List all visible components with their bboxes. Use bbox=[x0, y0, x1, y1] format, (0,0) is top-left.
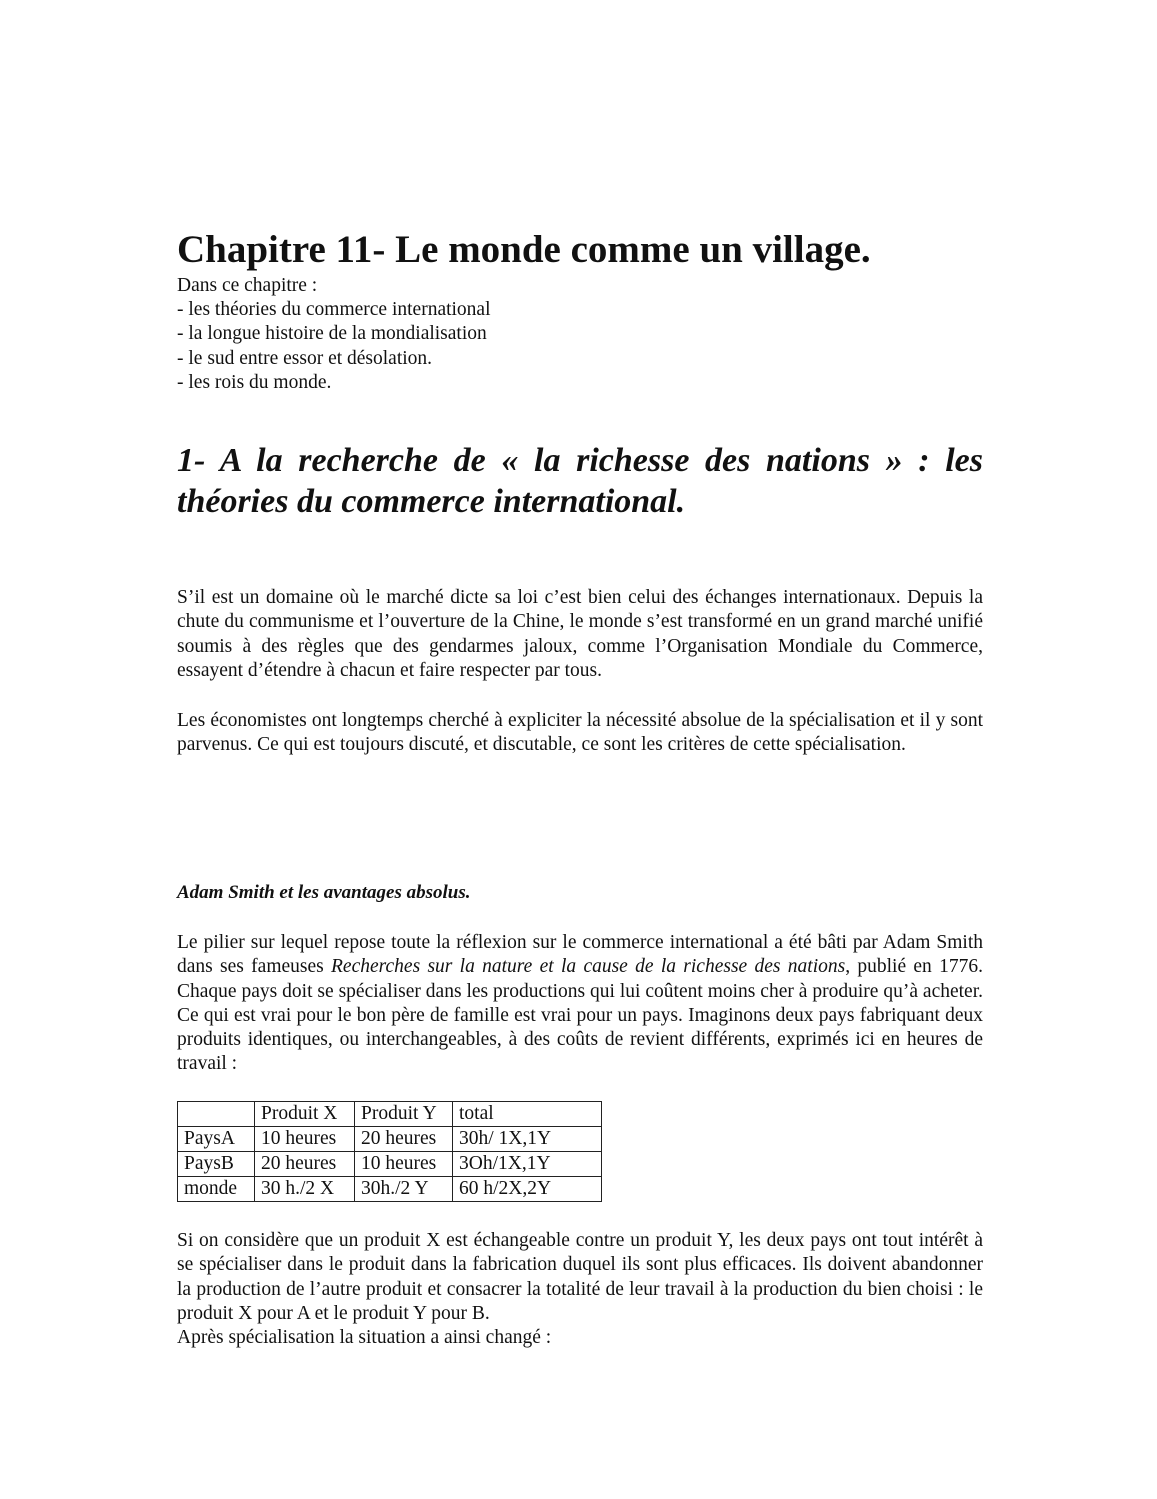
table-cell: 30 h./2 X bbox=[255, 1177, 355, 1202]
table-cell: PaysB bbox=[178, 1152, 255, 1177]
table-cell: PaysA bbox=[178, 1127, 255, 1152]
section-title: 1- A la recherche de « la richesse des nations » : les théories du commerce international. bbox=[177, 442, 983, 520]
labour-cost-table bbox=[177, 1101, 602, 1202]
paragraph-text: , publié en 1776. Chaque pays doit se spécialiser dans les productions qui lui coûtent moins cher à produire qu’à acheter. Ce qui est vrai pour le bon père de famille est vrai pour un pays. Imaginons deux pays fabriquant deux produits identiques, ou interchangeables, à des coûts de revient différents, exprimés ici en heures de travail : bbox=[177, 956, 983, 1075]
book-title: Recherches sur la nature et la cause de la richesse des nations bbox=[331, 956, 846, 978]
table-header-cell: total bbox=[453, 1102, 602, 1127]
summary-item: - le sud entre essor et désolation. bbox=[177, 347, 433, 369]
paragraph-specialisation-gain bbox=[177, 1229, 983, 1350]
subheading-adam-smith: Adam Smith et les avantages absolus. bbox=[177, 882, 471, 903]
paragraph-adam-smith bbox=[177, 931, 983, 1077]
summary-item: - les théories du commerce international bbox=[177, 299, 491, 321]
table-cell: 3Oh/1X,1Y bbox=[453, 1152, 602, 1177]
table-header-cell: Produit X bbox=[255, 1102, 355, 1127]
table-cell: 30h./2 Y bbox=[355, 1177, 453, 1202]
table-row bbox=[178, 1177, 602, 1202]
paragraph-specialisation: Les économistes ont longtemps cherché à expliciter la nécessité absolue de la spécialisation et il y sont parvenus. Ce qui est toujours discuté, et discutable, ce sont les critères de cette spécialisation. bbox=[177, 710, 983, 756]
table-row bbox=[178, 1152, 602, 1177]
table-header-row bbox=[178, 1102, 602, 1127]
table-header-cell: Produit Y bbox=[355, 1102, 453, 1127]
table-cell: 30h/ 1X,1Y bbox=[453, 1127, 602, 1152]
table-cell: 10 heures bbox=[255, 1127, 355, 1152]
chapter-title: Chapitre 11- Le monde comme un village. bbox=[177, 228, 871, 271]
table-cell: monde bbox=[178, 1177, 255, 1202]
table-header-cell bbox=[178, 1102, 255, 1127]
table-cell: 20 heures bbox=[355, 1127, 453, 1152]
chapter-summary bbox=[177, 274, 491, 395]
paragraph-text: Le pilier sur lequel repose toute la réflexion sur le commerce international a été bâti par Adam Smith dans ses fameuses bbox=[177, 932, 983, 978]
paragraph-market: S’il est un domaine où le marché dicte sa loi c’est bien celui des échanges internationaux. Depuis la chute du communisme et l’ouverture de la Chine, le monde s’est transformé en un grand marché unifié soumis à des règles que des gendarmes jaloux, comme l’Organisation Mondiale du Commerce, essayent d’étendre à chacun et faire respecter par tous. bbox=[177, 587, 983, 681]
paragraph-text: Après spécialisation la situation a ainsi changé : bbox=[177, 1327, 552, 1349]
summary-item: - la longue histoire de la mondialisation bbox=[177, 323, 487, 345]
summary-item: - les rois du monde. bbox=[177, 371, 332, 393]
paragraph-text: Si on considère que un produit X est échangeable contre un produit Y, les deux pays ont tout intérêt à se spécialiser dans le produit dans la fabrication duquel ils sont plus efficaces. Ils doivent abandonner la production de l’autre produit et consacrer la totalité de leur travail à la production du bien choisi : le produit X pour A et le produit Y pour B. bbox=[177, 1230, 983, 1324]
table-row bbox=[178, 1127, 602, 1152]
table-cell: 10 heures bbox=[355, 1152, 453, 1177]
table-cell: 20 heures bbox=[255, 1152, 355, 1177]
summary-lead: Dans ce chapitre : bbox=[177, 275, 318, 296]
table-cell: 60 h/2X,2Y bbox=[453, 1177, 602, 1202]
